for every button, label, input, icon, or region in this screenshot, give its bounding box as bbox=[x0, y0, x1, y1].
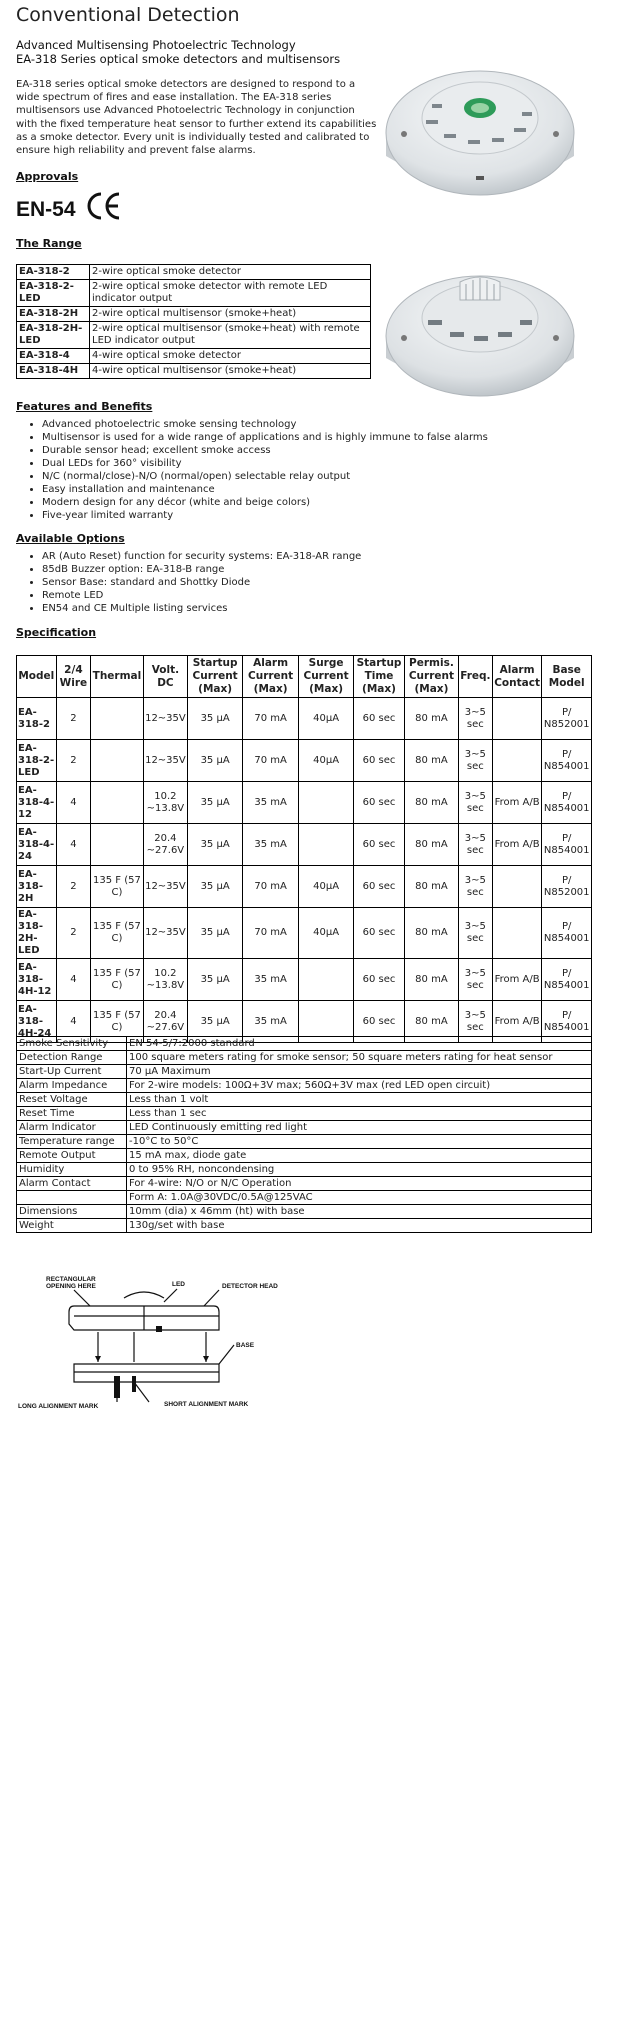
spec-cell: 3~5 sec bbox=[458, 740, 492, 782]
spec-cell bbox=[91, 824, 143, 866]
spec-cell: 70 mA bbox=[243, 866, 299, 908]
spec-cell bbox=[492, 866, 542, 908]
spec-header: Volt. DC bbox=[143, 656, 187, 698]
option-item: • Sensor Base: standard and Shottky Diode bbox=[42, 576, 602, 589]
spec-cell: 3~5 sec bbox=[458, 908, 492, 959]
spec-row bbox=[17, 824, 592, 866]
property-value: 100 square meters rating for smoke sensor; 50 square meters rating for heat sensor bbox=[127, 1051, 592, 1065]
property-value: 10mm (dia) x 46mm (ht) with base bbox=[127, 1205, 592, 1219]
range-row bbox=[17, 307, 371, 322]
property-name: Dimensions bbox=[17, 1205, 127, 1219]
spec-header: Startup Time (Max) bbox=[354, 656, 405, 698]
property-value: Less than 1 sec bbox=[127, 1107, 592, 1121]
spec-cell: 35 μA bbox=[188, 1001, 243, 1043]
spec-cell: 4 bbox=[56, 959, 91, 1001]
range-description: 2-wire optical smoke detector bbox=[90, 265, 371, 280]
property-value: 15 mA max, diode gate bbox=[127, 1149, 592, 1163]
base-label: BASE bbox=[236, 1342, 255, 1349]
spec-cell: 135 F (57 C) bbox=[91, 959, 143, 1001]
ce-mark bbox=[86, 190, 122, 222]
feature-item: • Easy installation and maintenance bbox=[42, 483, 602, 496]
specification-heading: Specification bbox=[16, 626, 97, 639]
spec-cell: 135 F (57 C) bbox=[91, 866, 143, 908]
spec-cell: 80 mA bbox=[404, 740, 458, 782]
spec-cell: 60 sec bbox=[354, 782, 405, 824]
spec-header: Surge Current (Max) bbox=[299, 656, 354, 698]
short-mark-label: SHORT ALIGNMENT MARK bbox=[164, 1401, 249, 1408]
spec-row bbox=[17, 866, 592, 908]
range-model: EA-318-4 bbox=[17, 349, 90, 364]
spec-cell: 60 sec bbox=[354, 908, 405, 959]
range-model: EA-318-2 bbox=[17, 265, 90, 280]
spec-cell: 135 F (57 C) bbox=[91, 1001, 143, 1043]
spec-cell: 40μA bbox=[299, 740, 354, 782]
property-name: Reset Time bbox=[17, 1107, 127, 1121]
property-row bbox=[17, 1121, 592, 1135]
feature-item: • N/C (normal/close)-N/O (normal/open) selectable relay output bbox=[42, 470, 602, 483]
spec-cell bbox=[91, 782, 143, 824]
spec-cell: 70 mA bbox=[243, 740, 299, 782]
spec-cell: From A/B bbox=[492, 959, 542, 1001]
spec-header: Freq. bbox=[458, 656, 492, 698]
property-value: Form A: 1.0A@30VDC/0.5A@125VAC bbox=[127, 1191, 592, 1205]
smoke-detector-photo bbox=[380, 38, 580, 213]
spec-cell: 12~35V bbox=[143, 698, 187, 740]
spec-cell: 2 bbox=[56, 908, 91, 959]
feature-item: • Multisensor is used for a wide range of applications and is highly immune to false alarms bbox=[42, 431, 602, 444]
spec-cell: 10.2 ~13.8V bbox=[143, 959, 187, 1001]
spec-cell: 12~35V bbox=[143, 740, 187, 782]
feature-item: • Five-year limited warranty bbox=[42, 509, 602, 522]
spec-model-cell: EA-318-4-12 bbox=[17, 782, 57, 824]
property-row bbox=[17, 1093, 592, 1107]
property-value: Less than 1 volt bbox=[127, 1093, 592, 1107]
spec-cell: 60 sec bbox=[354, 824, 405, 866]
property-name: Weight bbox=[17, 1219, 127, 1233]
range-row bbox=[17, 280, 371, 307]
option-item: • EN54 and CE Multiple listing services bbox=[42, 602, 602, 615]
spec-header: Startup Current (Max) bbox=[188, 656, 243, 698]
property-name: Remote Output bbox=[17, 1149, 127, 1163]
spec-cell: 35 μA bbox=[188, 740, 243, 782]
spec-row bbox=[17, 740, 592, 782]
subtitle-series: EA-318 Series optical smoke detectors and multisensors bbox=[16, 52, 341, 66]
spec-cell: P/ N852001 bbox=[542, 698, 592, 740]
spec-cell: P/ N854001 bbox=[542, 782, 592, 824]
spec-cell: 70 mA bbox=[243, 698, 299, 740]
spec-cell: 4 bbox=[56, 1001, 91, 1043]
options-heading: Available Options bbox=[16, 532, 125, 545]
property-name: Alarm Impedance bbox=[17, 1079, 127, 1093]
property-value: LED Continuously emitting red light bbox=[127, 1121, 592, 1135]
long-mark-label: LONG ALIGNMENT MARK bbox=[18, 1403, 99, 1410]
range-model: EA-318-2-LED bbox=[17, 280, 90, 307]
property-name: Alarm Indicator bbox=[17, 1121, 127, 1135]
spec-cell bbox=[91, 698, 143, 740]
spec-header: Model bbox=[17, 656, 57, 698]
subtitle-technology: Advanced Multisensing Photoelectric Technology bbox=[16, 38, 296, 52]
led-label: LED bbox=[172, 1281, 185, 1288]
spec-cell: 20.4 ~27.6V bbox=[143, 824, 187, 866]
option-item: • AR (Auto Reset) function for security systems: EA-318-AR range bbox=[42, 550, 602, 563]
rect-opening-label-2: OPENING HERE bbox=[46, 1283, 96, 1290]
property-value: EN 54-5/7:2000 standard bbox=[127, 1037, 592, 1051]
spec-cell: From A/B bbox=[492, 824, 542, 866]
spec-cell: 80 mA bbox=[404, 824, 458, 866]
spec-cell: 40μA bbox=[299, 908, 354, 959]
spec-cell: 80 mA bbox=[404, 908, 458, 959]
spec-cell: 3~5 sec bbox=[458, 1001, 492, 1043]
feature-item: • Dual LEDs for 360° visibility bbox=[42, 457, 602, 470]
option-item: • Remote LED bbox=[42, 589, 602, 602]
spec-row bbox=[17, 698, 592, 740]
property-row bbox=[17, 1205, 592, 1219]
spec-cell: P/ N854001 bbox=[542, 740, 592, 782]
spec-cell: 80 mA bbox=[404, 782, 458, 824]
spec-header: Thermal bbox=[91, 656, 143, 698]
range-row bbox=[17, 322, 371, 349]
spec-cell bbox=[299, 959, 354, 1001]
spec-cell: 3~5 sec bbox=[458, 782, 492, 824]
range-model: EA-318-2H-LED bbox=[17, 322, 90, 349]
spec-model-cell: EA-318-2 bbox=[17, 698, 57, 740]
property-name: Smoke Sensitivity bbox=[17, 1037, 127, 1051]
rect-opening-label-1: RECTANGULAR bbox=[46, 1276, 96, 1283]
property-row bbox=[17, 1037, 592, 1051]
option-item: • 85dB Buzzer option: EA-318-B range bbox=[42, 563, 602, 576]
property-row bbox=[17, 1219, 592, 1233]
spec-cell: 35 μA bbox=[188, 782, 243, 824]
features-list bbox=[16, 418, 602, 522]
spec-row bbox=[17, 959, 592, 1001]
range-row bbox=[17, 265, 371, 280]
property-value: -10°C to 50°C bbox=[127, 1135, 592, 1149]
spec-cell: 60 sec bbox=[354, 959, 405, 1001]
spec-cell: P/ N854001 bbox=[542, 959, 592, 1001]
property-row bbox=[17, 1065, 592, 1079]
spec-cell: 80 mA bbox=[404, 698, 458, 740]
spec-cell: 20.4 ~27.6V bbox=[143, 1001, 187, 1043]
en54-logo: EN-54 bbox=[16, 198, 76, 221]
page-title: Conventional Detection bbox=[16, 4, 240, 26]
range-description: 2-wire optical smoke detector with remote LED indicator output bbox=[90, 280, 371, 307]
feature-item: • Durable sensor head; excellent smoke access bbox=[42, 444, 602, 457]
property-row bbox=[17, 1135, 592, 1149]
property-value: 130g/set with base bbox=[127, 1219, 592, 1233]
spec-cell: 10.2 ~13.8V bbox=[143, 782, 187, 824]
spec-model-cell: EA-318-4H-24 bbox=[17, 1001, 57, 1043]
range-description: 4-wire optical multisensor (smoke+heat) bbox=[90, 364, 371, 379]
feature-item: • Advanced photoelectric smoke sensing technology bbox=[42, 418, 602, 431]
spec-cell: 40μA bbox=[299, 866, 354, 908]
range-row bbox=[17, 364, 371, 379]
property-name bbox=[17, 1191, 127, 1205]
features-heading: Features and Benefits bbox=[16, 400, 153, 413]
spec-cell: 2 bbox=[56, 698, 91, 740]
range-heading: The Range bbox=[16, 237, 82, 250]
spec-cell: 2 bbox=[56, 740, 91, 782]
property-name: Start-Up Current bbox=[17, 1065, 127, 1079]
spec-cell: 70 mA bbox=[243, 908, 299, 959]
property-row bbox=[17, 1163, 592, 1177]
spec-cell: P/ N852001 bbox=[542, 866, 592, 908]
spec-cell: From A/B bbox=[492, 1001, 542, 1043]
spec-cell bbox=[492, 698, 542, 740]
spec-cell: 40μA bbox=[299, 698, 354, 740]
property-name: Alarm Contact bbox=[17, 1177, 127, 1191]
property-row bbox=[17, 1177, 592, 1191]
property-value: For 4-wire: N/O or N/C Operation bbox=[127, 1177, 592, 1191]
spec-row bbox=[17, 908, 592, 959]
property-name: Detection Range bbox=[17, 1051, 127, 1065]
spec-cell: 80 mA bbox=[404, 1001, 458, 1043]
spec-cell: 35 mA bbox=[243, 782, 299, 824]
feature-item: • Modern design for any décor (white and beige colors) bbox=[42, 496, 602, 509]
options-list bbox=[16, 550, 602, 615]
multisensor-photo bbox=[380, 236, 580, 406]
property-name: Reset Voltage bbox=[17, 1093, 127, 1107]
spec-cell: 3~5 sec bbox=[458, 866, 492, 908]
spec-cell bbox=[492, 740, 542, 782]
range-description: 2-wire optical multisensor (smoke+heat) bbox=[90, 307, 371, 322]
installation-diagram bbox=[14, 1272, 284, 1422]
spec-cell: 4 bbox=[56, 824, 91, 866]
spec-cell bbox=[299, 824, 354, 866]
spec-cell: P/ N854001 bbox=[542, 908, 592, 959]
property-row bbox=[17, 1079, 592, 1093]
spec-header: Alarm Contact bbox=[492, 656, 542, 698]
range-table bbox=[16, 264, 371, 379]
range-model: EA-318-2H bbox=[17, 307, 90, 322]
spec-cell: 35 μA bbox=[188, 698, 243, 740]
spec-cell: 60 sec bbox=[354, 698, 405, 740]
spec-cell: 3~5 sec bbox=[458, 698, 492, 740]
spec-cell bbox=[91, 740, 143, 782]
spec-cell bbox=[492, 908, 542, 959]
spec-cell bbox=[299, 782, 354, 824]
spec-cell: 35 μA bbox=[188, 866, 243, 908]
range-description: 4-wire optical smoke detector bbox=[90, 349, 371, 364]
spec-model-cell: EA-318-2H bbox=[17, 866, 57, 908]
property-row bbox=[17, 1107, 592, 1121]
spec-cell: 135 F (57 C) bbox=[91, 908, 143, 959]
spec-cell: From A/B bbox=[492, 782, 542, 824]
property-row bbox=[17, 1149, 592, 1163]
range-row bbox=[17, 349, 371, 364]
spec-cell: 35 mA bbox=[243, 824, 299, 866]
property-value: 0 to 95% RH, noncondensing bbox=[127, 1163, 592, 1177]
properties-table bbox=[16, 1036, 592, 1233]
approvals-heading: Approvals bbox=[16, 170, 79, 183]
spec-header: Base Model bbox=[542, 656, 592, 698]
intro-paragraph: EA-318 series optical smoke detectors are designed to respond to a wide spectrum of fires and ease installation. The EA-318 series multisensors use Advanced Photoelectric Technology in conjunction with the fixed temperature heat sensor to further extend its capabilities as a smoke detector. Every unit is individually tested and calibrated to ensure high reliability and prevent false alarms. bbox=[16, 79, 377, 157]
spec-row bbox=[17, 782, 592, 824]
spec-cell: 35 mA bbox=[243, 959, 299, 1001]
range-description: 2-wire optical multisensor (smoke+heat) with remote LED indicator output bbox=[90, 322, 371, 349]
detector-head-label: DETECTOR HEAD bbox=[222, 1283, 278, 1290]
property-row bbox=[17, 1191, 592, 1205]
spec-model-cell: EA-318-4-24 bbox=[17, 824, 57, 866]
specification-table bbox=[16, 655, 592, 1043]
spec-cell: 35 μA bbox=[188, 959, 243, 1001]
property-value: 70 μA Maximum bbox=[127, 1065, 592, 1079]
spec-header: 2/4 Wire bbox=[56, 656, 91, 698]
property-name: Humidity bbox=[17, 1163, 127, 1177]
spec-cell: P/ N854001 bbox=[542, 824, 592, 866]
spec-cell: 12~35V bbox=[143, 908, 187, 959]
spec-cell: 60 sec bbox=[354, 866, 405, 908]
spec-cell: 80 mA bbox=[404, 959, 458, 1001]
spec-model-cell: EA-318-2-LED bbox=[17, 740, 57, 782]
range-model: EA-318-4H bbox=[17, 364, 90, 379]
property-value: For 2-wire models: 100Ω+3V max; 560Ω+3V max (red LED open circuit) bbox=[127, 1079, 592, 1093]
property-row bbox=[17, 1051, 592, 1065]
spec-header: Alarm Current (Max) bbox=[243, 656, 299, 698]
spec-cell: 35 μA bbox=[188, 908, 243, 959]
spec-cell: 3~5 sec bbox=[458, 959, 492, 1001]
spec-cell: 3~5 sec bbox=[458, 824, 492, 866]
spec-cell: 35 μA bbox=[188, 824, 243, 866]
spec-cell: 4 bbox=[56, 782, 91, 824]
spec-cell: 12~35V bbox=[143, 866, 187, 908]
spec-cell: 60 sec bbox=[354, 1001, 405, 1043]
spec-cell: 2 bbox=[56, 866, 91, 908]
spec-cell: 80 mA bbox=[404, 866, 458, 908]
spec-cell: 35 mA bbox=[243, 1001, 299, 1043]
spec-model-cell: EA-318-2H-LED bbox=[17, 908, 57, 959]
spec-cell: P/ N854001 bbox=[542, 1001, 592, 1043]
property-name: Temperature range bbox=[17, 1135, 127, 1149]
spec-cell: 60 sec bbox=[354, 740, 405, 782]
spec-model-cell: EA-318-4H-12 bbox=[17, 959, 57, 1001]
spec-header: Permis. Current (Max) bbox=[404, 656, 458, 698]
